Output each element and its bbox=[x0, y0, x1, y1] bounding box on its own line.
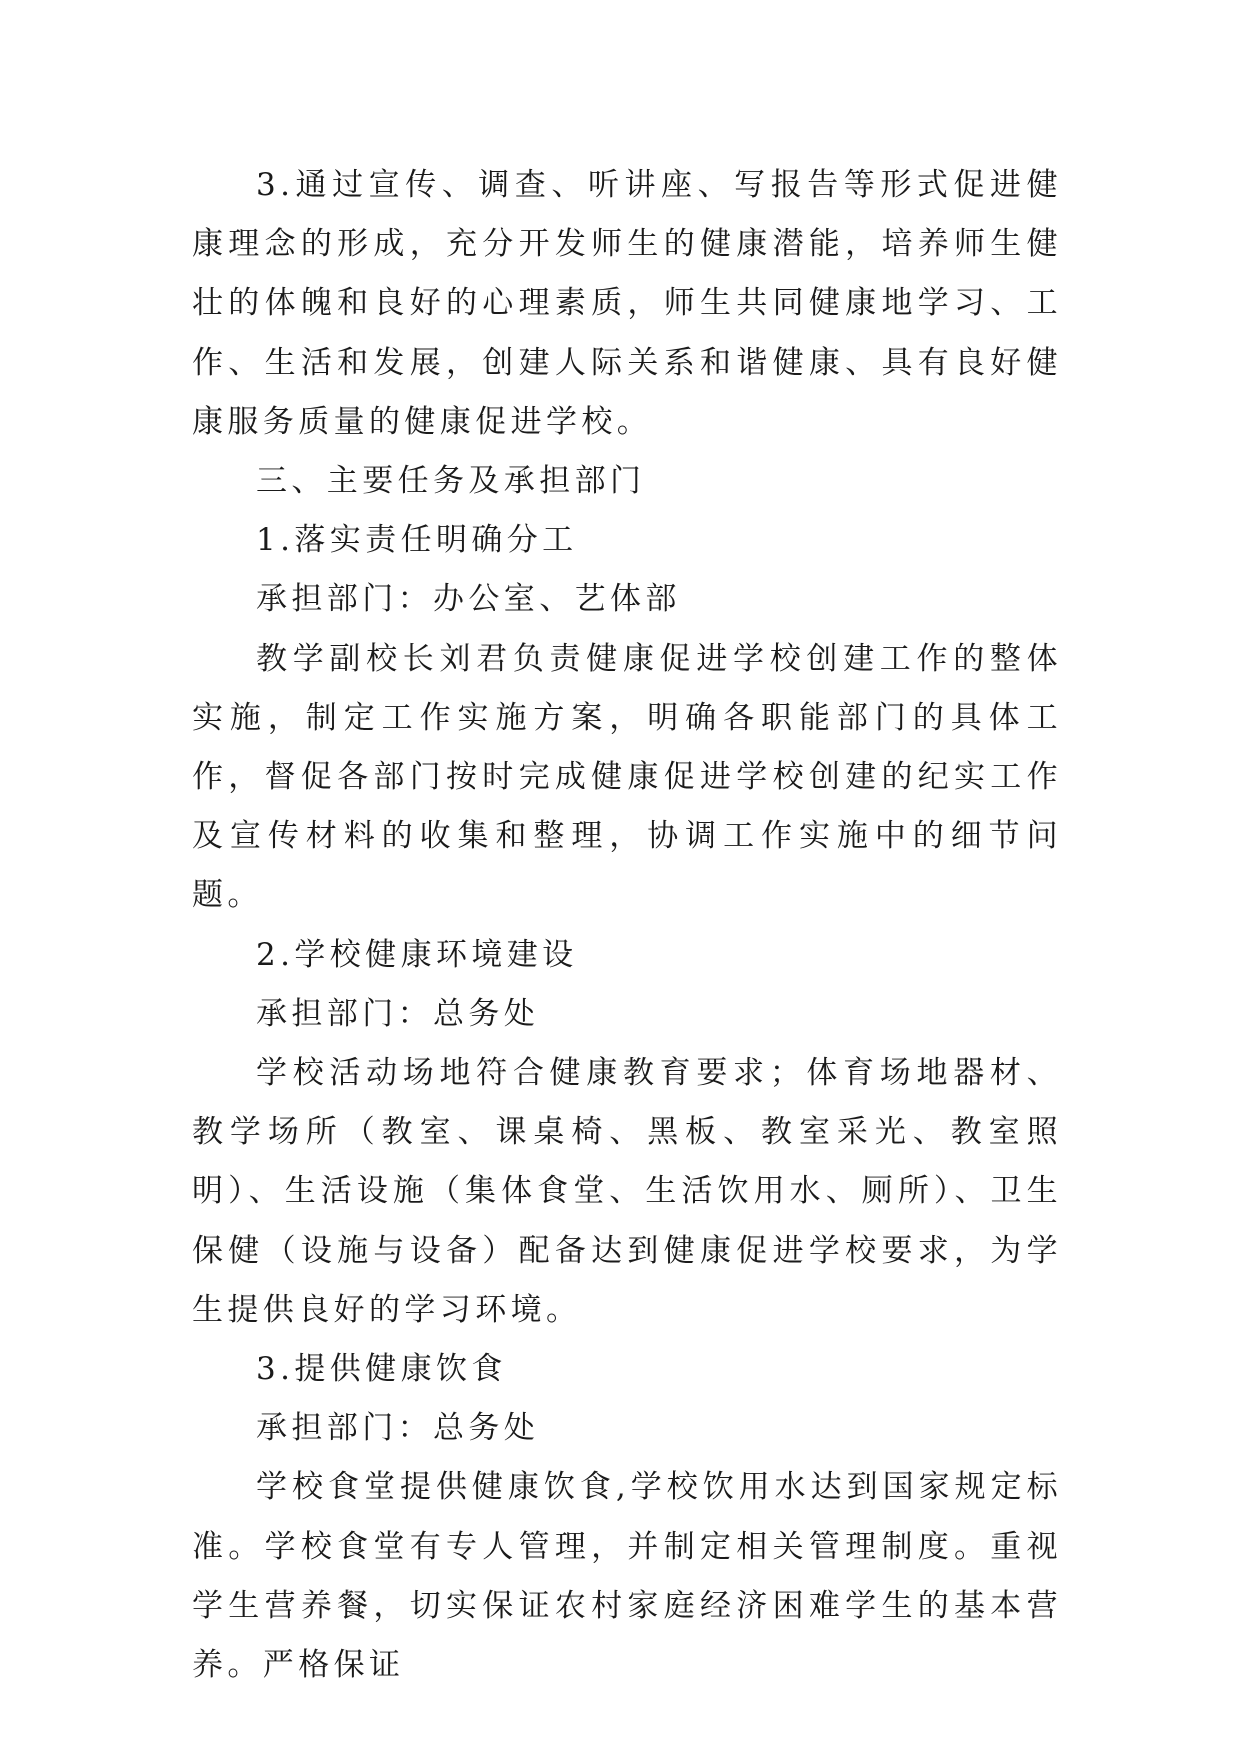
subheading-task-3: 3.提供健康饮食 bbox=[256, 1351, 507, 1388]
paragraph-task-3: 学校食堂提供健康饮食,学校饮用水达到国家规定标准。学校食堂有专人管理，并制定相关管理制度。重视学生营养餐，切实保证农村家庭经济困难学生的基本营养。严格保证 bbox=[192, 1469, 1062, 1684]
responsible-department-1: 承担部门：办公室、艺体部 bbox=[256, 581, 681, 618]
subheading-task-1: 1.落实责任明确分工 bbox=[256, 522, 578, 559]
section-heading-main-tasks: 三、主要任务及承担部门 bbox=[256, 463, 646, 500]
document-body bbox=[192, 156, 1062, 1695]
subheading-task-2: 2.学校健康环境建设 bbox=[256, 936, 578, 973]
paragraph-goal-3: 3.通过宣传、调查、听讲座、写报告等形式促进健康理念的形成，充分开发师生的健康潜能，培养师生健壮的体魄和良好的心理素质，师生共同健康地学习、工作、生活和发展，创建人际关系和谐健康、具有良好健康服务质量的健康促进学校。 bbox=[192, 167, 1062, 440]
paragraph-task-2: 学校活动场地符合健康教育要求；体育场地器材、教学场所（教室、课桌椅、黑板、教室采光、教室照明）、生活设施（集体食堂、生活饮用水、厕所）、卫生保健（设施与设备）配备达到健康促进学校要求，为学生提供良好的学习环境。 bbox=[192, 1055, 1062, 1328]
paragraph-task-1: 教学副校长刘君负责健康促进学校创建工作的整体实施，制定工作实施方案，明确各职能部门的具体工作，督促各部门按时完成健康促进学校创建的纪实工作及宣传材料的收集和整理，协调工作实施中的细节问题。 bbox=[192, 640, 1062, 914]
responsible-department-3: 承担部门：总务处 bbox=[256, 1410, 540, 1447]
responsible-department-2: 承担部门：总务处 bbox=[256, 995, 540, 1032]
